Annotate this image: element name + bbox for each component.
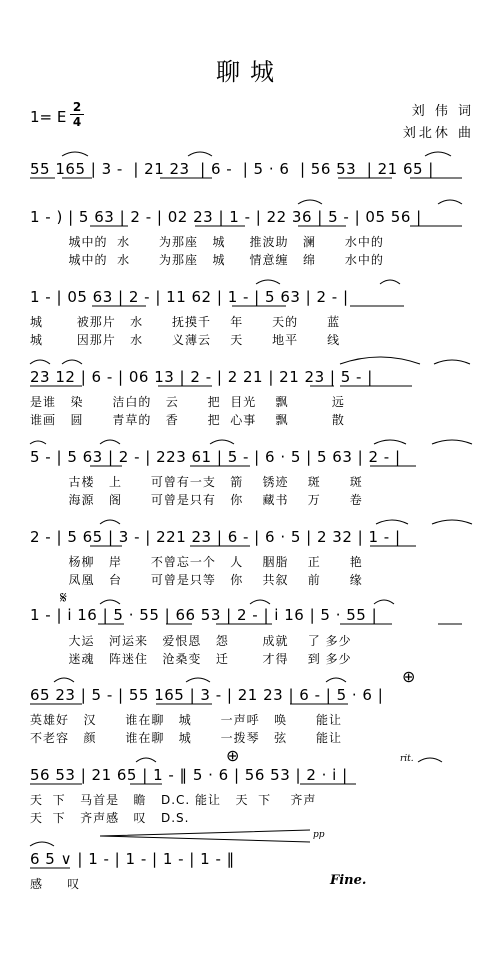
meter-bottom: 4: [72, 115, 82, 129]
notation-line-9: 56 53 | 21 65 | 1 - ‖ 5 · 6 | 56 53 | 2 · i |: [30, 766, 348, 784]
notation-line-8: 65 23 | 5 - | 55 165 | 3 - | 21 23 | 6 - | 5 · 6 |: [30, 686, 384, 704]
composer-credit: 刘北休 曲: [402, 126, 474, 141]
fine-mark: Fine.: [330, 873, 367, 888]
lyric-line-5b: 海源 阁 可曾是只有 你 藏书 万 卷: [30, 493, 363, 507]
lyric-line-4b: 谁画 圆 青草的 香 把 心事 飘 散: [30, 413, 345, 427]
lyric-line-10a: 感 叹: [30, 877, 81, 891]
lyric-line-9a: 天 下 马首是 瞻 D.C. 能让 天 下 齐声: [30, 793, 317, 807]
lyric-line-6b: 凤凰 台 可曾是只等 你 共叙 前 缘: [30, 573, 363, 587]
lyric-line-6a: 杨柳 岸 不曾忘一个 人 胭脂 正 艳: [30, 555, 363, 569]
lyric-line-8b: 不老容 颜 谁在聊 城 一拨琴 弦 能让: [30, 731, 342, 745]
notation-line-1: 55 165 | 3 - | 21 23 | 6 - | 5 · 6 | 56 53 | 21 65 |: [30, 160, 434, 178]
notation-line-5: 5 - | 5 63 | 2 - | 223 61 | 5 - | 6 · 5 | 5 63 | 2 - |: [30, 448, 401, 466]
notation-line-7: 1 - | i 16 | 5 · 55 | 66 53 | 2 - | i 16 | 5 · 55 |: [30, 606, 378, 624]
time-signature: [70, 101, 84, 128]
key-signature: 1= E: [30, 108, 67, 126]
meter-top: 2: [72, 100, 82, 114]
lyric-line-2a: 城中的 水 为那座 城 推波助 澜 水中的: [30, 235, 384, 249]
lyric-line-3b: 城 因那片 水 义薄云 天 地平 线: [30, 333, 341, 347]
lyric-line-3a: 城 被那片 水 抚摸千 年 天的 蓝: [30, 315, 341, 329]
notation-line-6: 2 - | 5 65 | 3 - | 221 23 | 6 - | 6 · 5 | 2 32 | 1 - |: [30, 528, 401, 546]
song-title: 聊城: [216, 58, 284, 86]
notation-line-10: 6 5 ∨ | 1 - | 1 - | 1 - | 1 - ‖: [30, 850, 235, 868]
lyricist-credit: 刘 伟 词: [411, 104, 474, 119]
notation-line-4: 23 12 | 6 - | 06 13 | 2 - | 2 21 | 21 23 | 5 - |: [30, 368, 373, 386]
lyric-line-2b: 城中的 水 为那座 城 情意缠 绵 水中的: [30, 253, 384, 267]
notation-line-2: 1 - ) | 5 63 | 2 - | 02 23 | 1 - | 22 36 | 5 - | 05 56 |: [30, 208, 422, 226]
rit-mark: rit.: [400, 754, 414, 764]
lyric-line-4a: 是谁 染 洁白的 云 把 目光 飘 远: [30, 395, 345, 409]
pp-mark: pp: [313, 830, 325, 840]
segno-icon: 𝄋: [60, 588, 67, 607]
coda-icon-2: ⊕: [226, 746, 240, 765]
lyric-line-5a: 古楼 上 可曾有一支 箭 锈迹 斑 斑: [30, 475, 363, 489]
coda-icon: ⊕: [402, 667, 416, 686]
lyric-line-7b: 迷魂 阵迷住 沧桑变 迁 才得 到 多少: [30, 652, 352, 666]
notation-line-3: 1 - | 05 63 | 2 - | 11 62 | 1 - | 5 63 | 2 - |: [30, 288, 349, 306]
lyric-line-7a: 大运 河运来 爱恨恩 怨 成就 了 多少: [30, 634, 352, 648]
lyric-line-9b: 天 下 齐声感 叹 D.S.: [30, 811, 190, 825]
lyric-line-8a: 英雄好 汉 谁在聊 城 一声呼 唤 能让: [30, 713, 342, 727]
